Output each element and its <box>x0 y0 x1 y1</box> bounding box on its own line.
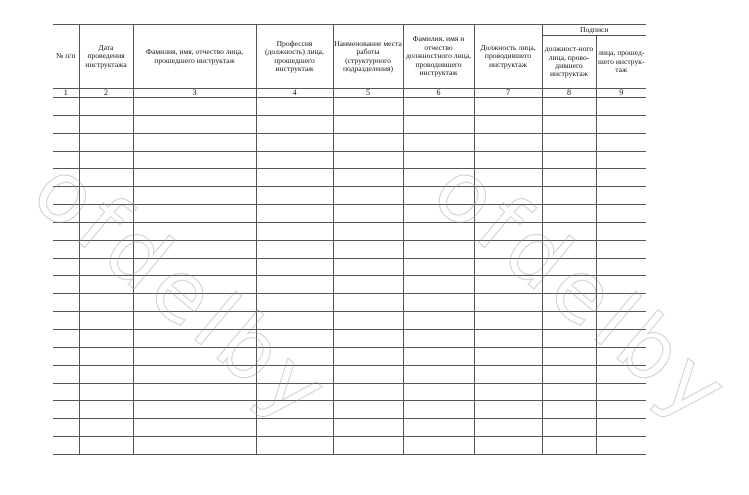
entry-cell <box>256 98 333 116</box>
entry-cell <box>133 222 256 240</box>
entry-cell <box>256 383 333 401</box>
entry-cell <box>256 169 333 187</box>
entry-row <box>53 401 646 419</box>
entry-cell <box>133 187 256 205</box>
entry-cell <box>133 401 256 419</box>
entry-cell <box>53 240 79 258</box>
entry-cell <box>542 133 596 151</box>
entry-cell <box>403 347 474 365</box>
entry-cell <box>403 222 474 240</box>
header-instructor-signature: должност-ного лица, прово-дившего инструктаж <box>542 36 596 89</box>
entry-cell <box>474 258 542 276</box>
entry-cell <box>474 276 542 294</box>
entry-cell <box>53 294 79 312</box>
column-number: 4 <box>256 89 333 98</box>
entry-cell <box>403 133 474 151</box>
entry-cell <box>333 205 403 223</box>
entry-cell <box>256 115 333 133</box>
entry-cell <box>333 312 403 330</box>
entry-cell <box>256 437 333 455</box>
entry-row <box>53 419 646 437</box>
entry-cell <box>474 419 542 437</box>
entry-cell <box>333 437 403 455</box>
entry-cell <box>53 222 79 240</box>
entry-cell <box>256 151 333 169</box>
entry-cell <box>474 222 542 240</box>
entry-cell <box>53 115 79 133</box>
entry-cell <box>133 329 256 347</box>
entry-cell <box>53 258 79 276</box>
header-signatures: Подписи <box>542 25 646 36</box>
entry-row <box>53 133 646 151</box>
entry-cell <box>596 329 646 347</box>
entry-cell <box>133 312 256 330</box>
entry-row <box>53 383 646 401</box>
column-number: 5 <box>333 89 403 98</box>
entry-cell <box>333 151 403 169</box>
entry-cell <box>542 222 596 240</box>
entry-cell <box>79 419 133 437</box>
entry-cell <box>474 98 542 116</box>
entry-cell <box>256 187 333 205</box>
entry-cell <box>333 187 403 205</box>
entry-cell <box>474 205 542 223</box>
entry-cell <box>542 151 596 169</box>
entry-cell <box>596 151 646 169</box>
entry-row <box>53 115 646 133</box>
column-number-row <box>53 89 646 98</box>
entry-cell <box>596 169 646 187</box>
entry-cell <box>333 401 403 419</box>
entry-cell <box>79 187 133 205</box>
entry-row <box>53 365 646 383</box>
entry-cell <box>133 294 256 312</box>
entry-cell <box>474 365 542 383</box>
entry-cell <box>256 401 333 419</box>
entry-cell <box>403 276 474 294</box>
entry-cell <box>133 258 256 276</box>
entry-cell <box>474 294 542 312</box>
column-number: 7 <box>474 89 542 98</box>
entry-cell <box>79 365 133 383</box>
entry-cell <box>403 151 474 169</box>
entry-cell <box>542 187 596 205</box>
entry-cell <box>542 312 596 330</box>
entry-cell <box>403 383 474 401</box>
entry-cell <box>542 276 596 294</box>
column-number: 2 <box>79 89 133 98</box>
entry-cell <box>596 258 646 276</box>
entry-cell <box>256 329 333 347</box>
entry-cell <box>53 133 79 151</box>
entry-cell <box>474 187 542 205</box>
watermark-right: ofdelby <box>415 140 749 443</box>
entry-cell <box>333 222 403 240</box>
entry-cell <box>474 133 542 151</box>
column-number: 6 <box>403 89 474 98</box>
entry-cell <box>403 205 474 223</box>
entry-cell <box>333 258 403 276</box>
entry-cell <box>79 383 133 401</box>
entry-cell <box>53 205 79 223</box>
entry-cell <box>133 205 256 223</box>
entry-cell <box>596 115 646 133</box>
entry-row <box>53 187 646 205</box>
entry-cell <box>542 294 596 312</box>
entry-cell <box>474 329 542 347</box>
entry-cell <box>596 222 646 240</box>
entry-cell <box>333 365 403 383</box>
entry-row <box>53 169 646 187</box>
header-trainee-position: Профессия (должность) лица, прошедшего инструктаж <box>256 25 333 89</box>
entry-cell <box>596 187 646 205</box>
entry-cell <box>79 312 133 330</box>
entry-cell <box>596 240 646 258</box>
entry-cell <box>79 329 133 347</box>
entry-cell <box>133 347 256 365</box>
watermark-left: ofdelby <box>15 140 350 443</box>
entry-cell <box>133 437 256 455</box>
entry-cell <box>79 133 133 151</box>
entry-cell <box>53 187 79 205</box>
entry-row <box>53 222 646 240</box>
entry-cell <box>133 98 256 116</box>
entry-cell <box>474 437 542 455</box>
entry-cell <box>53 329 79 347</box>
entry-cell <box>542 329 596 347</box>
entry-cell <box>53 419 79 437</box>
entry-cell <box>333 98 403 116</box>
entry-cell <box>256 205 333 223</box>
entry-cell <box>53 276 79 294</box>
entry-cell <box>256 419 333 437</box>
entry-cell <box>79 205 133 223</box>
entry-row <box>53 294 646 312</box>
entry-row <box>53 205 646 223</box>
entry-cell <box>474 169 542 187</box>
entry-cell <box>133 133 256 151</box>
entry-row <box>53 312 646 330</box>
header-instructor-name: Фамилия, имя и отчество должностного лица, проводившего инструктаж <box>403 25 474 89</box>
entry-cell <box>596 133 646 151</box>
entry-cell <box>53 169 79 187</box>
entry-row <box>53 437 646 455</box>
entry-cell <box>79 258 133 276</box>
entry-row <box>53 151 646 169</box>
entry-cell <box>53 401 79 419</box>
entry-cell <box>542 98 596 116</box>
entry-row <box>53 329 646 347</box>
entry-cell <box>256 294 333 312</box>
entry-cell <box>53 98 79 116</box>
entry-cell <box>596 383 646 401</box>
entry-cell <box>79 222 133 240</box>
entry-cell <box>474 401 542 419</box>
entry-cell <box>333 276 403 294</box>
entry-cell <box>333 115 403 133</box>
column-number: 9 <box>596 89 646 98</box>
entry-cell <box>474 240 542 258</box>
entry-cell <box>53 312 79 330</box>
entry-cell <box>333 419 403 437</box>
entry-cell <box>79 276 133 294</box>
entry-cell <box>403 312 474 330</box>
entry-cell <box>333 240 403 258</box>
column-number: 8 <box>542 89 596 98</box>
entry-cell <box>79 347 133 365</box>
entry-cell <box>403 240 474 258</box>
entry-cell <box>542 347 596 365</box>
entry-cell <box>256 276 333 294</box>
entry-cell <box>403 115 474 133</box>
entry-cell <box>596 347 646 365</box>
entry-cell <box>256 258 333 276</box>
entry-cell <box>133 240 256 258</box>
entry-cell <box>333 294 403 312</box>
entry-cell <box>133 169 256 187</box>
entry-cell <box>403 169 474 187</box>
entry-cell <box>333 133 403 151</box>
entry-cell <box>542 419 596 437</box>
entry-cell <box>79 240 133 258</box>
entry-cell <box>79 437 133 455</box>
header-workplace: Наименование места работы (структурного подразделения) <box>333 25 403 89</box>
entry-cell <box>133 383 256 401</box>
entry-cell <box>474 151 542 169</box>
entry-cell <box>596 205 646 223</box>
entry-cell <box>256 240 333 258</box>
entry-cell <box>79 169 133 187</box>
entry-cell <box>596 365 646 383</box>
entry-cell <box>403 419 474 437</box>
entry-cell <box>79 294 133 312</box>
entry-cell <box>474 347 542 365</box>
entry-cell <box>53 437 79 455</box>
entry-row <box>53 240 646 258</box>
entry-cell <box>403 258 474 276</box>
entry-cell <box>333 383 403 401</box>
entry-cell <box>542 383 596 401</box>
entry-cell <box>333 347 403 365</box>
entry-row <box>53 347 646 365</box>
entry-cell <box>133 115 256 133</box>
entry-cell <box>53 347 79 365</box>
column-number: 1 <box>53 89 79 98</box>
entry-cell <box>133 365 256 383</box>
entry-row <box>53 98 646 116</box>
entry-cell <box>333 169 403 187</box>
entry-cell <box>403 365 474 383</box>
entry-cell <box>474 312 542 330</box>
entry-cell <box>542 258 596 276</box>
entry-cell <box>53 151 79 169</box>
entry-row <box>53 258 646 276</box>
entry-cell <box>133 276 256 294</box>
instruction-log-table <box>53 24 646 455</box>
entry-cell <box>53 365 79 383</box>
entry-cell <box>403 401 474 419</box>
entry-cell <box>53 383 79 401</box>
entry-cell <box>542 240 596 258</box>
entry-cell <box>256 222 333 240</box>
entry-cell <box>596 276 646 294</box>
entry-cell <box>542 401 596 419</box>
entry-cell <box>79 401 133 419</box>
entry-cell <box>256 347 333 365</box>
entry-cell <box>542 115 596 133</box>
entry-row <box>53 276 646 294</box>
entry-cell <box>542 169 596 187</box>
entry-cell <box>596 98 646 116</box>
entry-cell <box>542 205 596 223</box>
entry-cell <box>79 151 133 169</box>
entry-cell <box>403 294 474 312</box>
entry-cell <box>596 437 646 455</box>
entry-cell <box>542 365 596 383</box>
entry-cell <box>403 329 474 347</box>
entry-cell <box>256 312 333 330</box>
entry-cell <box>79 98 133 116</box>
header-trainee-name: Фамилия, имя, отчество лица, прошедшего инструктаж <box>133 25 256 89</box>
header-trainee-signature: лица, прошед-шего инструк-таж <box>596 36 646 89</box>
entry-cell <box>133 419 256 437</box>
entry-cell <box>403 187 474 205</box>
column-number: 3 <box>133 89 256 98</box>
entry-cell <box>596 401 646 419</box>
entry-cell <box>133 151 256 169</box>
header-instructor-position: Должность лица, проводившего инструктаж <box>474 25 542 89</box>
entry-cell <box>79 115 133 133</box>
entry-cell <box>256 365 333 383</box>
entry-cell <box>596 294 646 312</box>
entry-cell <box>596 312 646 330</box>
header-row-top <box>53 25 646 36</box>
header-row-number: № п/п <box>53 25 79 89</box>
entry-cell <box>256 133 333 151</box>
header-date: Дата проведения инструктажа <box>79 25 133 89</box>
entry-cell <box>403 437 474 455</box>
entry-cell <box>403 98 474 116</box>
entry-cell <box>474 115 542 133</box>
entry-cell <box>542 437 596 455</box>
entry-cell <box>333 329 403 347</box>
entry-cell <box>596 419 646 437</box>
entry-cell <box>474 383 542 401</box>
